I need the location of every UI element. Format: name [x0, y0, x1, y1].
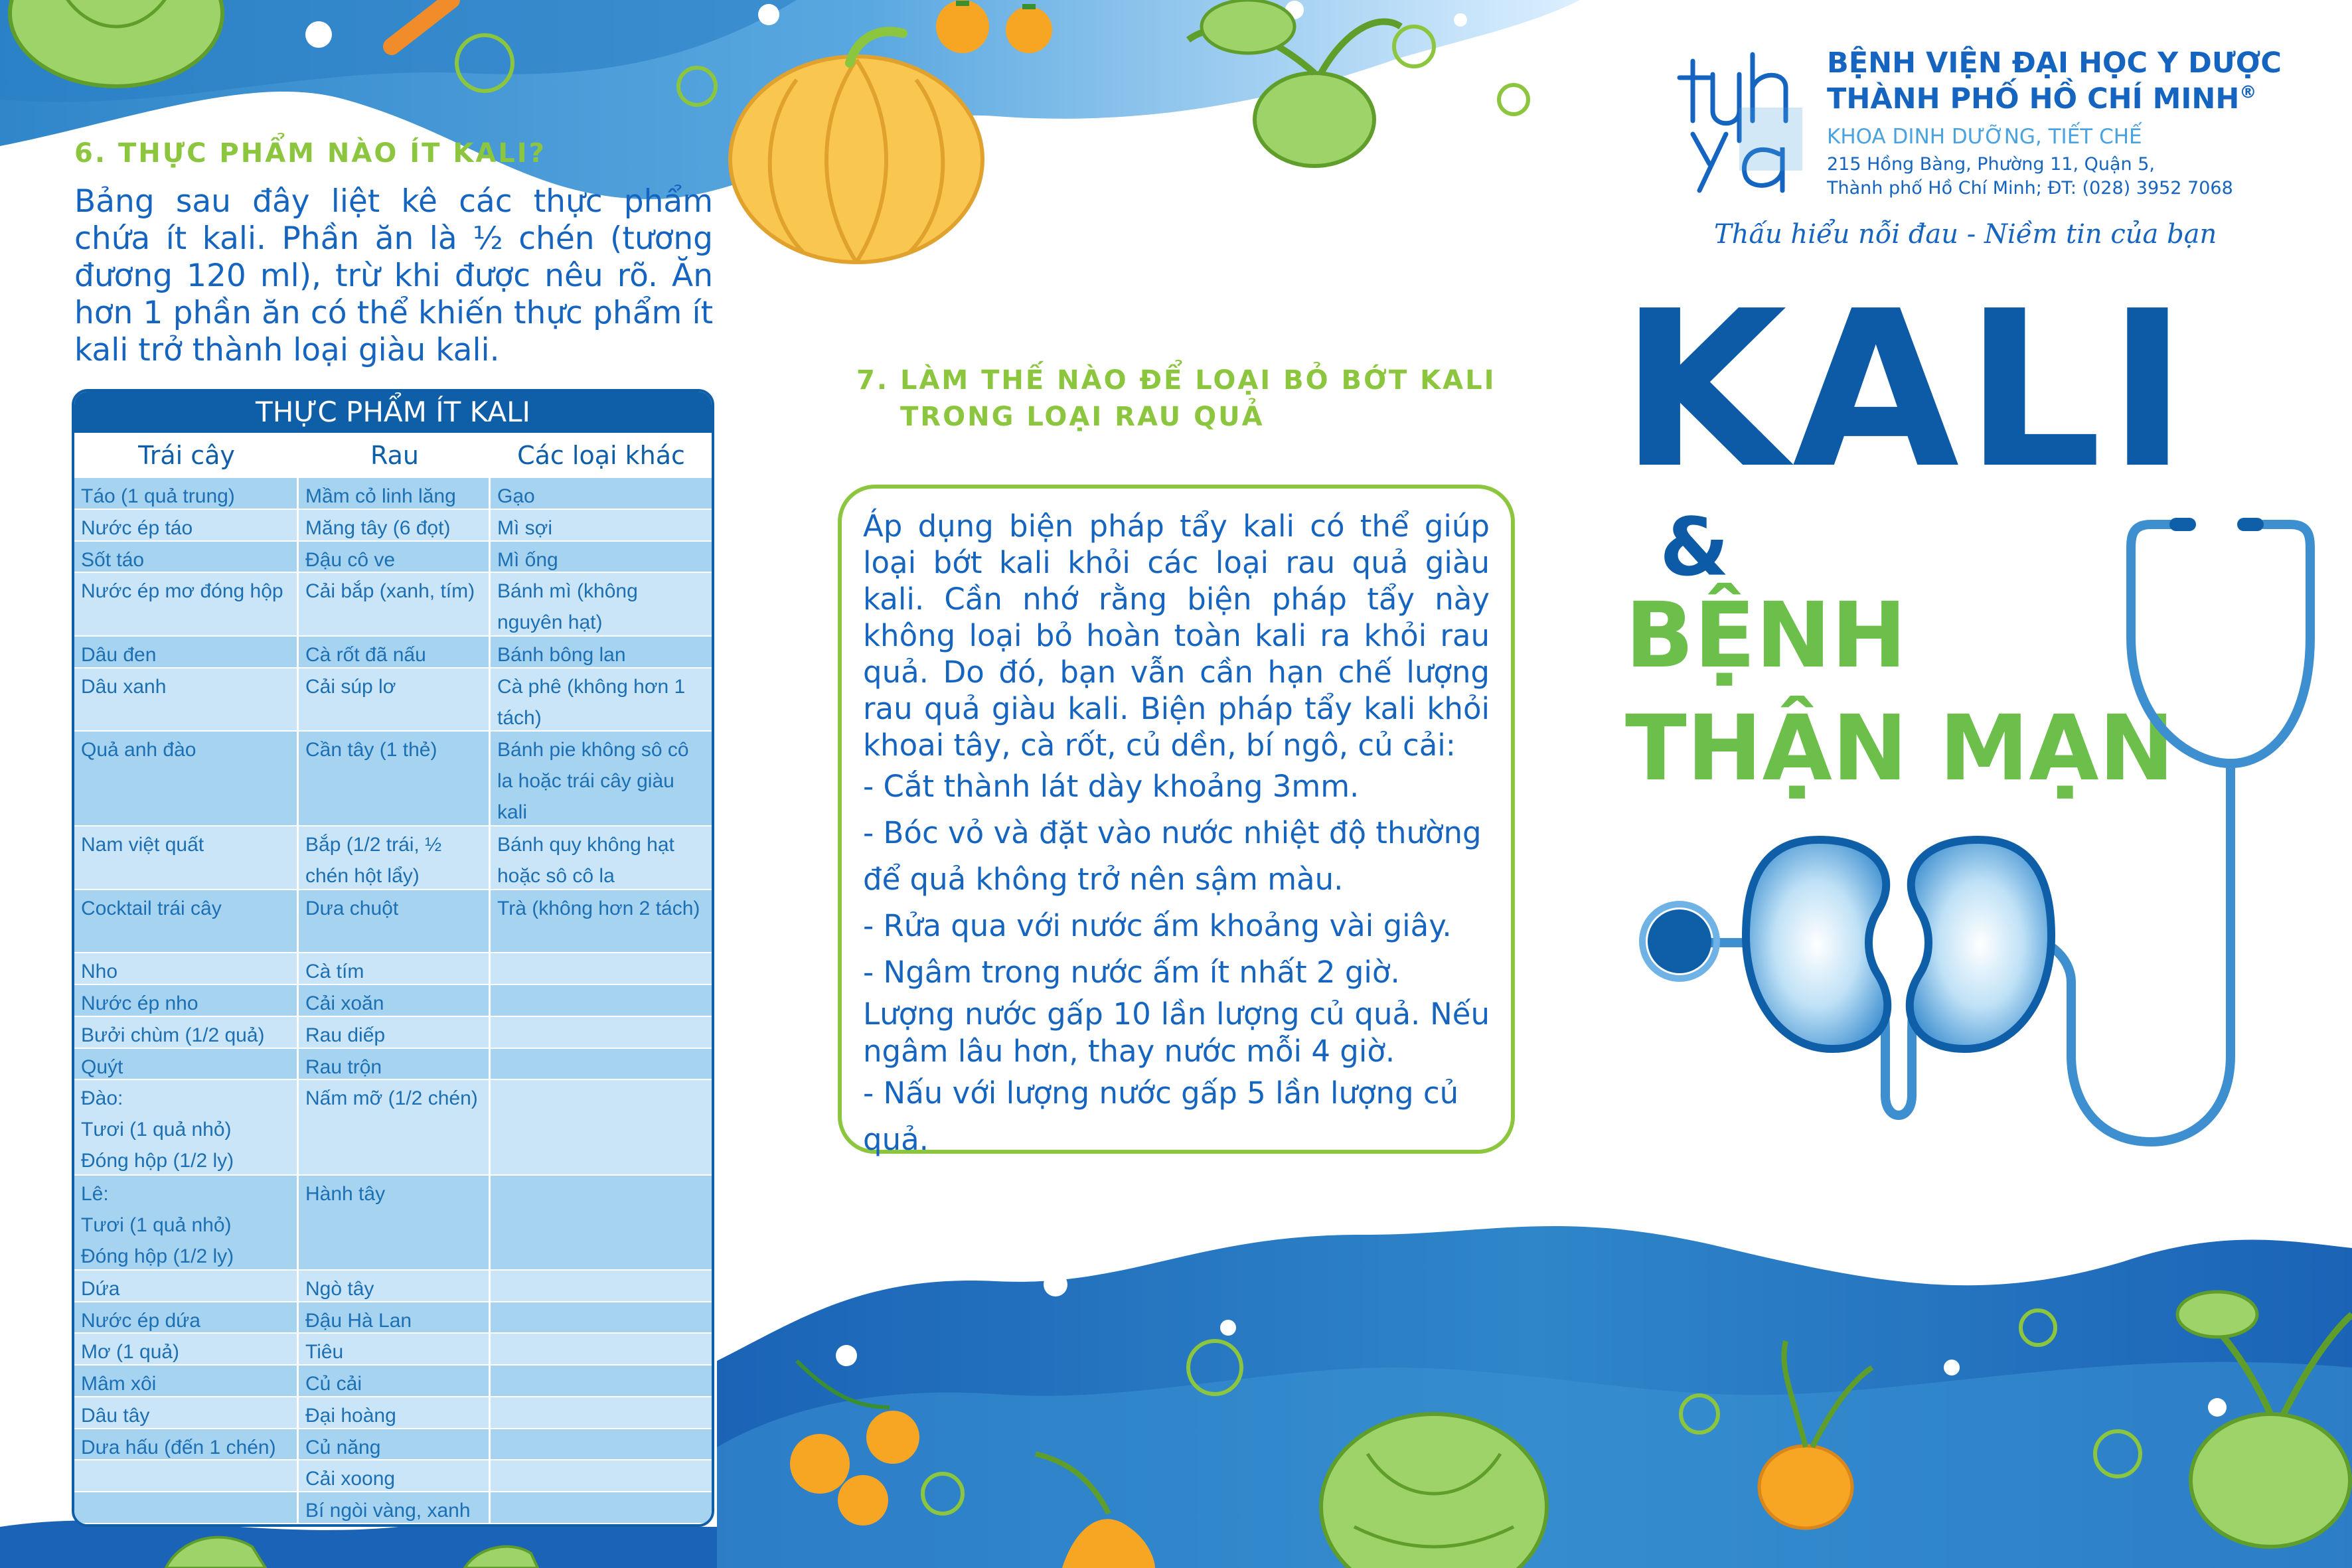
cell-other: [491, 1017, 712, 1049]
cell-other: Bánh mì (không nguyên hạt): [491, 573, 712, 637]
cell-vegetable: Bắp (1/2 trái, ½ chén hột lẩy): [299, 826, 491, 890]
cell-other: [491, 1080, 712, 1175]
cell-fruit: Dâu đen: [74, 637, 299, 668]
cell-vegetable: Cải bắp (xanh, tím): [299, 573, 491, 637]
section-7-heading-line2: TRONG LOẠI RAU QUẢ: [900, 402, 1265, 432]
hospital-name-line2: [1827, 82, 2256, 116]
cell-fruit: Mơ (1 quả): [74, 1334, 299, 1366]
cell-fruit: [74, 1460, 299, 1492]
cell-vegetable: Rau diếp: [299, 1017, 491, 1049]
cell-vegetable: Mầm cỏ linh lăng: [299, 478, 491, 510]
table-row: [74, 953, 712, 985]
cover-title-ampersand: &: [1660, 502, 1729, 594]
cell-fruit: Táo (1 quả trung): [74, 478, 299, 510]
step-5: - Nấu với lượng nước gấp 5 lần lượng củ quả.: [863, 1075, 1459, 1157]
cell-vegetable: Hành tây: [299, 1176, 491, 1271]
cell-vegetable: Cà tím: [299, 953, 491, 985]
cell-vegetable: Bí ngòi vàng, xanh: [299, 1492, 491, 1524]
table-row: [74, 1049, 712, 1081]
cell-fruit: Nho: [74, 953, 299, 985]
cell-fruit: Bưởi chùm (1/2 quả): [74, 1017, 299, 1049]
table-row: [74, 1271, 712, 1302]
table-row: [74, 1366, 712, 1397]
table-row: [74, 985, 712, 1017]
hospital-slogan: Thấu hiểu nỗi đau - Niềm tin của bạn: [1714, 219, 2217, 250]
table-header-row: [74, 433, 712, 478]
cell-fruit: Nước ép táo: [74, 510, 299, 542]
cell-vegetable: Cải súp lơ: [299, 668, 491, 732]
table-row: [74, 826, 712, 890]
hospital-name-line1: BỆNH VIỆN ĐẠI HỌC Y DƯỢC: [1827, 46, 2282, 80]
cell-other: [491, 1397, 712, 1429]
cell-vegetable: Cà rốt đã nấu: [299, 637, 491, 668]
cell-other: [491, 1366, 712, 1397]
cell-other: Cà phê (không hơn 1 tách): [491, 668, 712, 732]
step-4a: - Ngâm trong nước ấm ít nhất 2 giờ.: [863, 955, 1400, 990]
table-row: [74, 890, 712, 954]
table-row: [74, 1492, 712, 1524]
cell-other: [491, 1176, 712, 1271]
cell-fruit: Dưa hấu (đến 1 chén): [74, 1429, 299, 1461]
table-row: [74, 1080, 712, 1175]
step-2a: - Bóc vỏ và đặt vào nước nhiệt độ thường: [863, 815, 1482, 850]
cell-other: [491, 1049, 712, 1081]
cell-other: [491, 953, 712, 985]
cell-other: Mì ống: [491, 542, 712, 574]
table-row: [74, 573, 712, 637]
cell-vegetable: Củ năng: [299, 1429, 491, 1461]
registered-mark: ®: [2239, 82, 2257, 103]
cell-other: Bánh bông lan: [491, 637, 712, 668]
table-row: [74, 542, 712, 574]
table-title: THỰC PHẨM ÍT KALI: [74, 392, 712, 433]
cell-fruit: Đào: Tươi (1 quả nhỏ) Đóng hộp (1/2 ly): [74, 1080, 299, 1175]
address-line2: Thành phố Hồ Chí Minh; ĐT: (028) 3952 7068: [1827, 178, 2233, 198]
cell-fruit: Quả anh đào: [74, 732, 299, 826]
table-row: [74, 1397, 712, 1429]
cell-fruit: Nam việt quất: [74, 826, 299, 890]
table-body: [74, 478, 712, 1524]
cell-vegetable: Đại hoàng: [299, 1397, 491, 1429]
cell-vegetable: Đậu cô ve: [299, 542, 491, 574]
cell-other: Mì sợi: [491, 510, 712, 542]
section-6-heading: 6. THỰC PHẨM NÀO ÍT KALI?: [74, 138, 546, 169]
cell-other: [491, 1460, 712, 1492]
cell-vegetable: Cải xoong: [299, 1460, 491, 1492]
cell-vegetable: Củ cải: [299, 1366, 491, 1397]
section-6-intro: Bảng sau đây liệt kê các thực phẩm chứa ít kali. Phần ăn là ½ chén (tương đương 120 ml), trừ khi được nêu rõ. Ăn hơn 1 phần ăn có thể khiến thực phẩm ít kali trở thành loại giàu kali.: [74, 183, 713, 368]
cell-fruit: Dâu tây: [74, 1397, 299, 1429]
table-row: [74, 1429, 712, 1461]
table-row: [74, 732, 712, 826]
cell-vegetable: Nấm mỡ (1/2 chén): [299, 1080, 491, 1175]
section-7-heading: [856, 362, 1520, 435]
cover-title-benh: BỆNH: [1625, 584, 1907, 688]
table-row: [74, 1176, 712, 1271]
cell-other: [491, 1492, 712, 1524]
cell-vegetable: Măng tây (6 đọt): [299, 510, 491, 542]
cell-vegetable: Cần tây (1 thẻ): [299, 732, 491, 826]
step-3: - Rửa qua với nước ấm khoảng vài giây.: [863, 908, 1452, 943]
table-row: [74, 478, 712, 510]
cell-fruit: Mâm xôi: [74, 1366, 299, 1397]
column-header-other: Các loại khác: [517, 441, 685, 470]
section-7-heading-line1: 7. LÀM THẾ NÀO ĐỂ LOẠI BỎ BỚT KALI: [856, 365, 1496, 396]
cell-other: [491, 1271, 712, 1302]
cell-vegetable: Tiêu: [299, 1334, 491, 1366]
cell-fruit: Nước ép nho: [74, 985, 299, 1017]
table-row: [74, 1460, 712, 1492]
cover-title-kali: KALI: [1620, 264, 2193, 516]
university-hospital-logo-icon: [1673, 48, 1819, 194]
cover-title-than-man: THẬN MẠN: [1625, 696, 2175, 801]
cell-vegetable: Cải xoăn: [299, 985, 491, 1017]
table-row: [74, 510, 712, 542]
cell-vegetable: Rau trộn: [299, 1049, 491, 1081]
cell-fruit: Dâu xanh: [74, 668, 299, 732]
step-4b: Lượng nước gấp 10 lần lượng củ quả. Nếu ngâm lâu hơn, thay nước mỗi 4 giờ.: [863, 996, 1490, 1069]
table-row: [74, 1334, 712, 1366]
cell-fruit: Nước ép dứa: [74, 1302, 299, 1334]
cell-fruit: Quýt: [74, 1049, 299, 1081]
cell-other: [491, 985, 712, 1017]
cell-other: [491, 1429, 712, 1461]
stethoscope-kidney-icon: [1633, 505, 2337, 1162]
cell-fruit: [74, 1492, 299, 1524]
cell-other: Trà (không hơn 2 tách): [491, 890, 712, 954]
table-row: [74, 668, 712, 732]
cell-fruit: Dứa: [74, 1271, 299, 1302]
column-header-fruit: Trái cây: [138, 441, 235, 470]
cell-fruit: Sốt táo: [74, 542, 299, 574]
cell-vegetable: Dưa chuột: [299, 890, 491, 954]
step-2b: để quả không trở nên sậm màu.: [863, 862, 1344, 897]
section-7-text: [863, 508, 1490, 1163]
table-row: [74, 1302, 712, 1334]
cell-fruit: Lê: Tươi (1 quả nhỏ) Đóng hộp (1/2 ly): [74, 1176, 299, 1271]
cell-fruit: Nước ép mơ đóng hộp: [74, 573, 299, 637]
cell-other: Gạo: [491, 478, 712, 510]
table-row: [74, 637, 712, 668]
cell-vegetable: Ngò tây: [299, 1271, 491, 1302]
cell-vegetable: Đậu Hà Lan: [299, 1302, 491, 1334]
department-name: KHOA DINH DƯỠNG, TIẾT CHẾ: [1827, 125, 2142, 149]
address-line1: 215 Hồng Bàng, Phường 11, Quận 5,: [1827, 154, 2156, 175]
table-row: [74, 1017, 712, 1049]
column-header-vegetable: Rau: [370, 441, 419, 470]
cell-fruit: Cocktail trái cây: [74, 890, 299, 954]
step-1: - Cắt thành lát dày khoảng 3mm.: [863, 769, 1360, 804]
cell-other: Bánh pie không sô cô la hoặc trái cây giàu kali: [491, 732, 712, 826]
cell-other: [491, 1302, 712, 1334]
section-7-paragraph: Áp dụng biện pháp tẩy kali có thể giúp loại bớt kali khỏi các loại rau quả giàu kali. Cần nhớ rằng biện pháp tẩy này không loại bỏ hoàn toàn kali ra khỏi rau quả. Do đó, bạn vẫn cần hạn chế lượng rau quả giàu kali. Biện pháp tẩy kali khỏi khoai tây, cà rốt, củ dền, bí ngô, củ cải:: [863, 509, 1490, 763]
cell-other: [491, 1334, 712, 1366]
low-potassium-table: [72, 389, 714, 1527]
hospital-name-line2-text: THÀNH PHỐ HỒ CHÍ MINH: [1827, 82, 2240, 116]
cell-other: Bánh quy không hạt hoặc sô cô la: [491, 826, 712, 890]
